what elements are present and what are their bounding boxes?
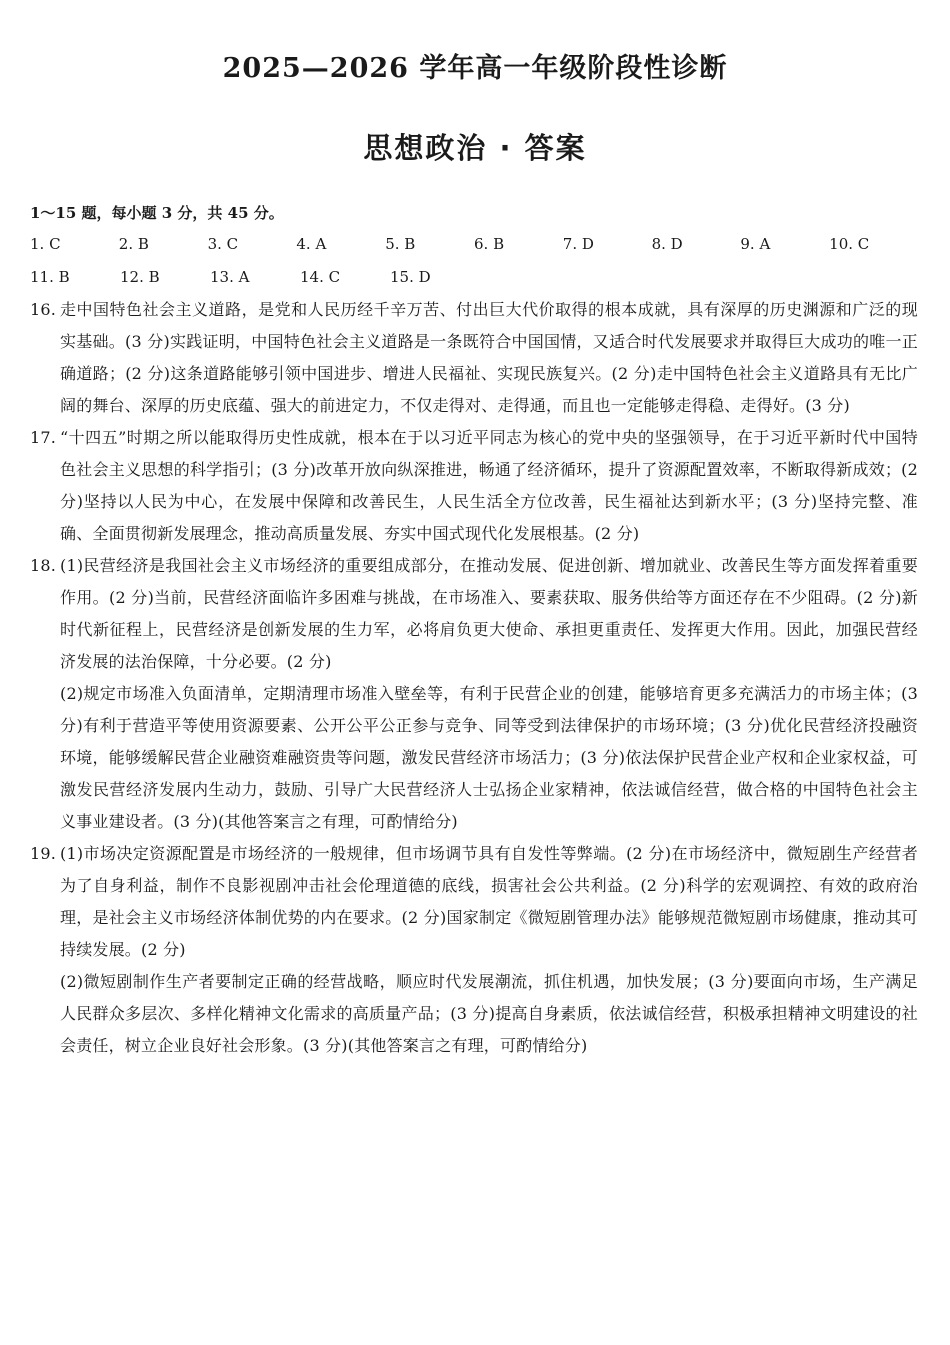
answer-body	[30, 198, 918, 1062]
question-16	[30, 294, 918, 422]
question-number: 18.	[30, 556, 57, 575]
mc-answer: 8. D	[651, 235, 683, 253]
mc-answer: 7. D	[562, 235, 594, 253]
mc-answer: 13. A	[210, 268, 250, 286]
mc-answer: 15. D	[390, 268, 431, 286]
mc-answer: 6. B	[473, 235, 505, 253]
multiple-choice-row-2	[30, 261, 918, 294]
question-number: 17.	[30, 428, 57, 447]
mc-answer: 2. B	[118, 235, 149, 253]
multiple-choice-instruction: 1～15 题，每小题 3 分，共 45 分。	[30, 204, 284, 222]
page-title: 2025—2026 学年高一年级阶段性诊断	[222, 53, 728, 84]
mc-answer: 11. B	[30, 268, 70, 286]
mc-answer: 3. C	[207, 235, 239, 253]
answer-paragraph: (1)民营经济是我国社会主义市场经济的重要组成部分，在推动发展、促进创新、增加就业、改善民生等方面发挥着重要作用。(2 分)当前，民营经济面临许多困难与挑战，在市场准入、要素获取、服务供给等方面还存在不少阻碍。(2 分)新时代新征程上，民营经济是创新发展的生力军，必将肩负更大使命、承担更重责任、发挥更大作用。因此，加强民营经济发展的法治保障，十分必要。(2 分)	[60, 556, 918, 671]
mc-answer: 5. B	[385, 235, 416, 253]
answer-paragraph: 走中国特色社会主义道路，是党和人民历经千辛万苦、付出巨大代价取得的根本成就，具有深厚的历史渊源和广泛的现实基础。(3 分)实践证明，中国特色社会主义道路是一条既符合中国国情，又适合时代发展要求并取得巨大成功的唯一正确道路；(2 分)这条道路能够引领中国进步、增进人民福祉、实现民族复兴。(2 分)走中国特色社会主义道路具有无比广阔的舞台、深厚的历史底蕴、强大的前进定力，不仅走得对、走得通，而且也一定能够走得稳、走得好。(3 分)	[60, 300, 918, 415]
question-18	[30, 550, 918, 838]
page-subtitle: 思想政治 · 答案	[363, 131, 587, 165]
answer-paragraph: (1)市场决定资源配置是市场经济的一般规律，但市场调节具有自发性等弊端。(2 分)在市场经济中，微短剧生产经营者为了自身利益，制作不良影视剧冲击社会伦理道德的底线，损害社会公共利益。(2 分)科学的宏观调控、有效的政府治理，是社会主义市场经济体制优势的内在要求。(2 分)国家制定《微短剧管理办法》能够规范微短剧市场健康，推动其可持续发展。(2 分)	[60, 844, 918, 959]
mc-answer: 14. C	[300, 268, 341, 286]
answer-paragraph: “十四五”时期之所以能取得历史性成就，根本在于以习近平同志为核心的党中央的坚强领导，在于习近平新时代中国特色社会主义思想的科学指引；(3 分)改革开放向纵深推进，畅通了经济循环，提升了资源配置效率，不断取得新成效；(2 分)坚持以人民为中心，在发展中保障和改善民生，人民生活全方位改善，民生福祉达到新水平；(3 分)坚持完整、准确、全面贯彻新发展理念，推动高质量发展、夯实中国式现代化发展根基。(2 分)	[60, 428, 918, 543]
mc-answer: 12. B	[120, 268, 160, 286]
multiple-choice-row-1	[30, 228, 918, 261]
mc-answer: 10. C	[829, 235, 870, 253]
mc-answer: 4. A	[296, 235, 327, 253]
question-17	[30, 422, 918, 550]
mc-answer: 1. C	[30, 235, 61, 253]
answer-paragraph: (2)规定市场准入负面清单，定期清理市场准入壁垒等，有利于民营企业的创建，能够培育更多充满活力的市场主体；(3 分)有利于营造平等使用资源要素、公开公平公正参与竞争、同等受到法律保护的市场环境；(3 分)优化民营经济投融资环境，能够缓解民营企业融资难融资贵等问题，激发民营经济市场活力；(3 分)依法保护民营企业产权和企业家权益，可激发民营经济发展内生动力，鼓励、引导广大民营经济人士弘扬企业家精神，依法诚信经营，做合格的中国特色社会主义事业建设者。(3 分)(其他答案言之有理，可酌情给分)	[60, 684, 918, 831]
mc-answer: 9. A	[740, 235, 771, 253]
question-19	[30, 838, 918, 1062]
question-number: 16.	[30, 300, 57, 319]
answer-paragraph: (2)微短剧制作生产者要制定正确的经营战略，顺应时代发展潮流，抓住机遇，加快发展；(3 分)要面向市场，生产满足人民群众多层次、多样化精神文化需求的高质量产品；(3 分)提高自身素质，依法诚信经营，积极承担精神文明建设的社会责任，树立企业良好社会形象。(3 分)(其他答案言之有理，可酌情给分)	[60, 972, 918, 1055]
question-number: 19.	[30, 844, 57, 863]
